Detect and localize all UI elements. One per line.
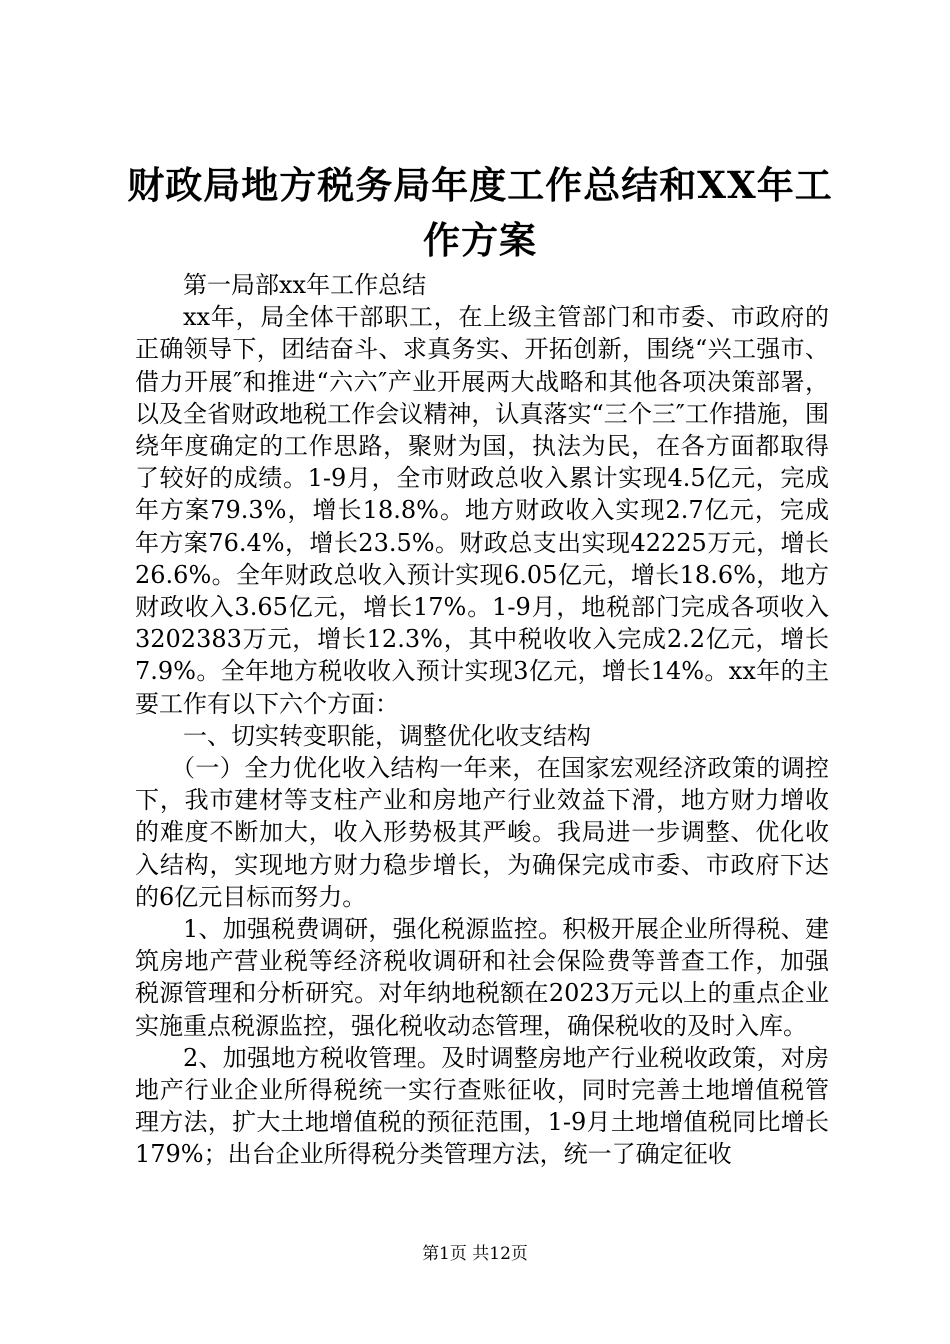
paragraph: （一）全力优化收入结构一年来，在国家宏观经济政策的调控下，我市建材等支柱产业和房地产行业效益下滑，地方财力增收的难度不断加大，收入形势极其严峻。我局进一步调整、优化收入结构，实现地方财力稳步增长，为确保完成市委、市政府下达的6亿元目标而努力。 [135,754,829,911]
paragraph: 1、加强税费调研，强化税源监控。积极开展企业所得税、建筑房地产营业税等经济税收调研和社会保险费等普查工作，加强税源管理和分析研究。对年纳地税额在2023万元以上的重点企业实施重点税源监控，强化税收动态管理，确保税收的及时入库。 [135,915,829,1040]
document-body [135,269,829,1171]
section-heading: 第一局部xx年工作总结 [183,271,427,299]
paragraph: xx年，局全体干部职工，在上级主管部门和市委、市政府的正确领导下，团结奋斗、求真务实、开拓创新，围绕“兴工强市、借力开展″和推进“六六″产业开展两大战略和其他各项决策部署，以及全省财政地税工作会议精神，认真落实“三个三″工作措施，围绕年度确定的工作思路，聚财为国，执法为民，在各方面都取得了较好的成绩。1-9月，全市财政总收入累计实现4.5亿元，完成年方案79.3%，增长18.8%。地方财政收入实现2.7亿元，完成年方案76.4%，增长23.5%。财政总支出实现42225万元，增长26.6%。全年财政总收入预计实现6.05亿元，增长18.6%，地方财政收入3.65亿元，增长17%。1-9月，地税部门完成各项收入3202383万元，增长12.3%，其中税收收入完成2.2亿元，增长7.9%。全年地方税收收入预计实现3亿元，增长14%。xx年的主要工作有以下六个方面： [135,303,829,718]
page-number: 第1页 共12页 [422,1244,528,1264]
section-heading: 一、切实转变职能，调整优化收支结构 [183,721,591,750]
paragraph: 2、加强地方税收管理。及时调整房地产行业税收政策，对房地产行业企业所得税统一实行查账征收，同时完善土地增值税管理方法，扩大土地增值税的预征范围，1-9月土地增值税同比增长179%；出台企业所得税分类管理方法，统一了确定征收 [135,1043,829,1169]
document-title: 财政局地方税务局年度工作总结和XX年工作方案 [127,163,833,262]
